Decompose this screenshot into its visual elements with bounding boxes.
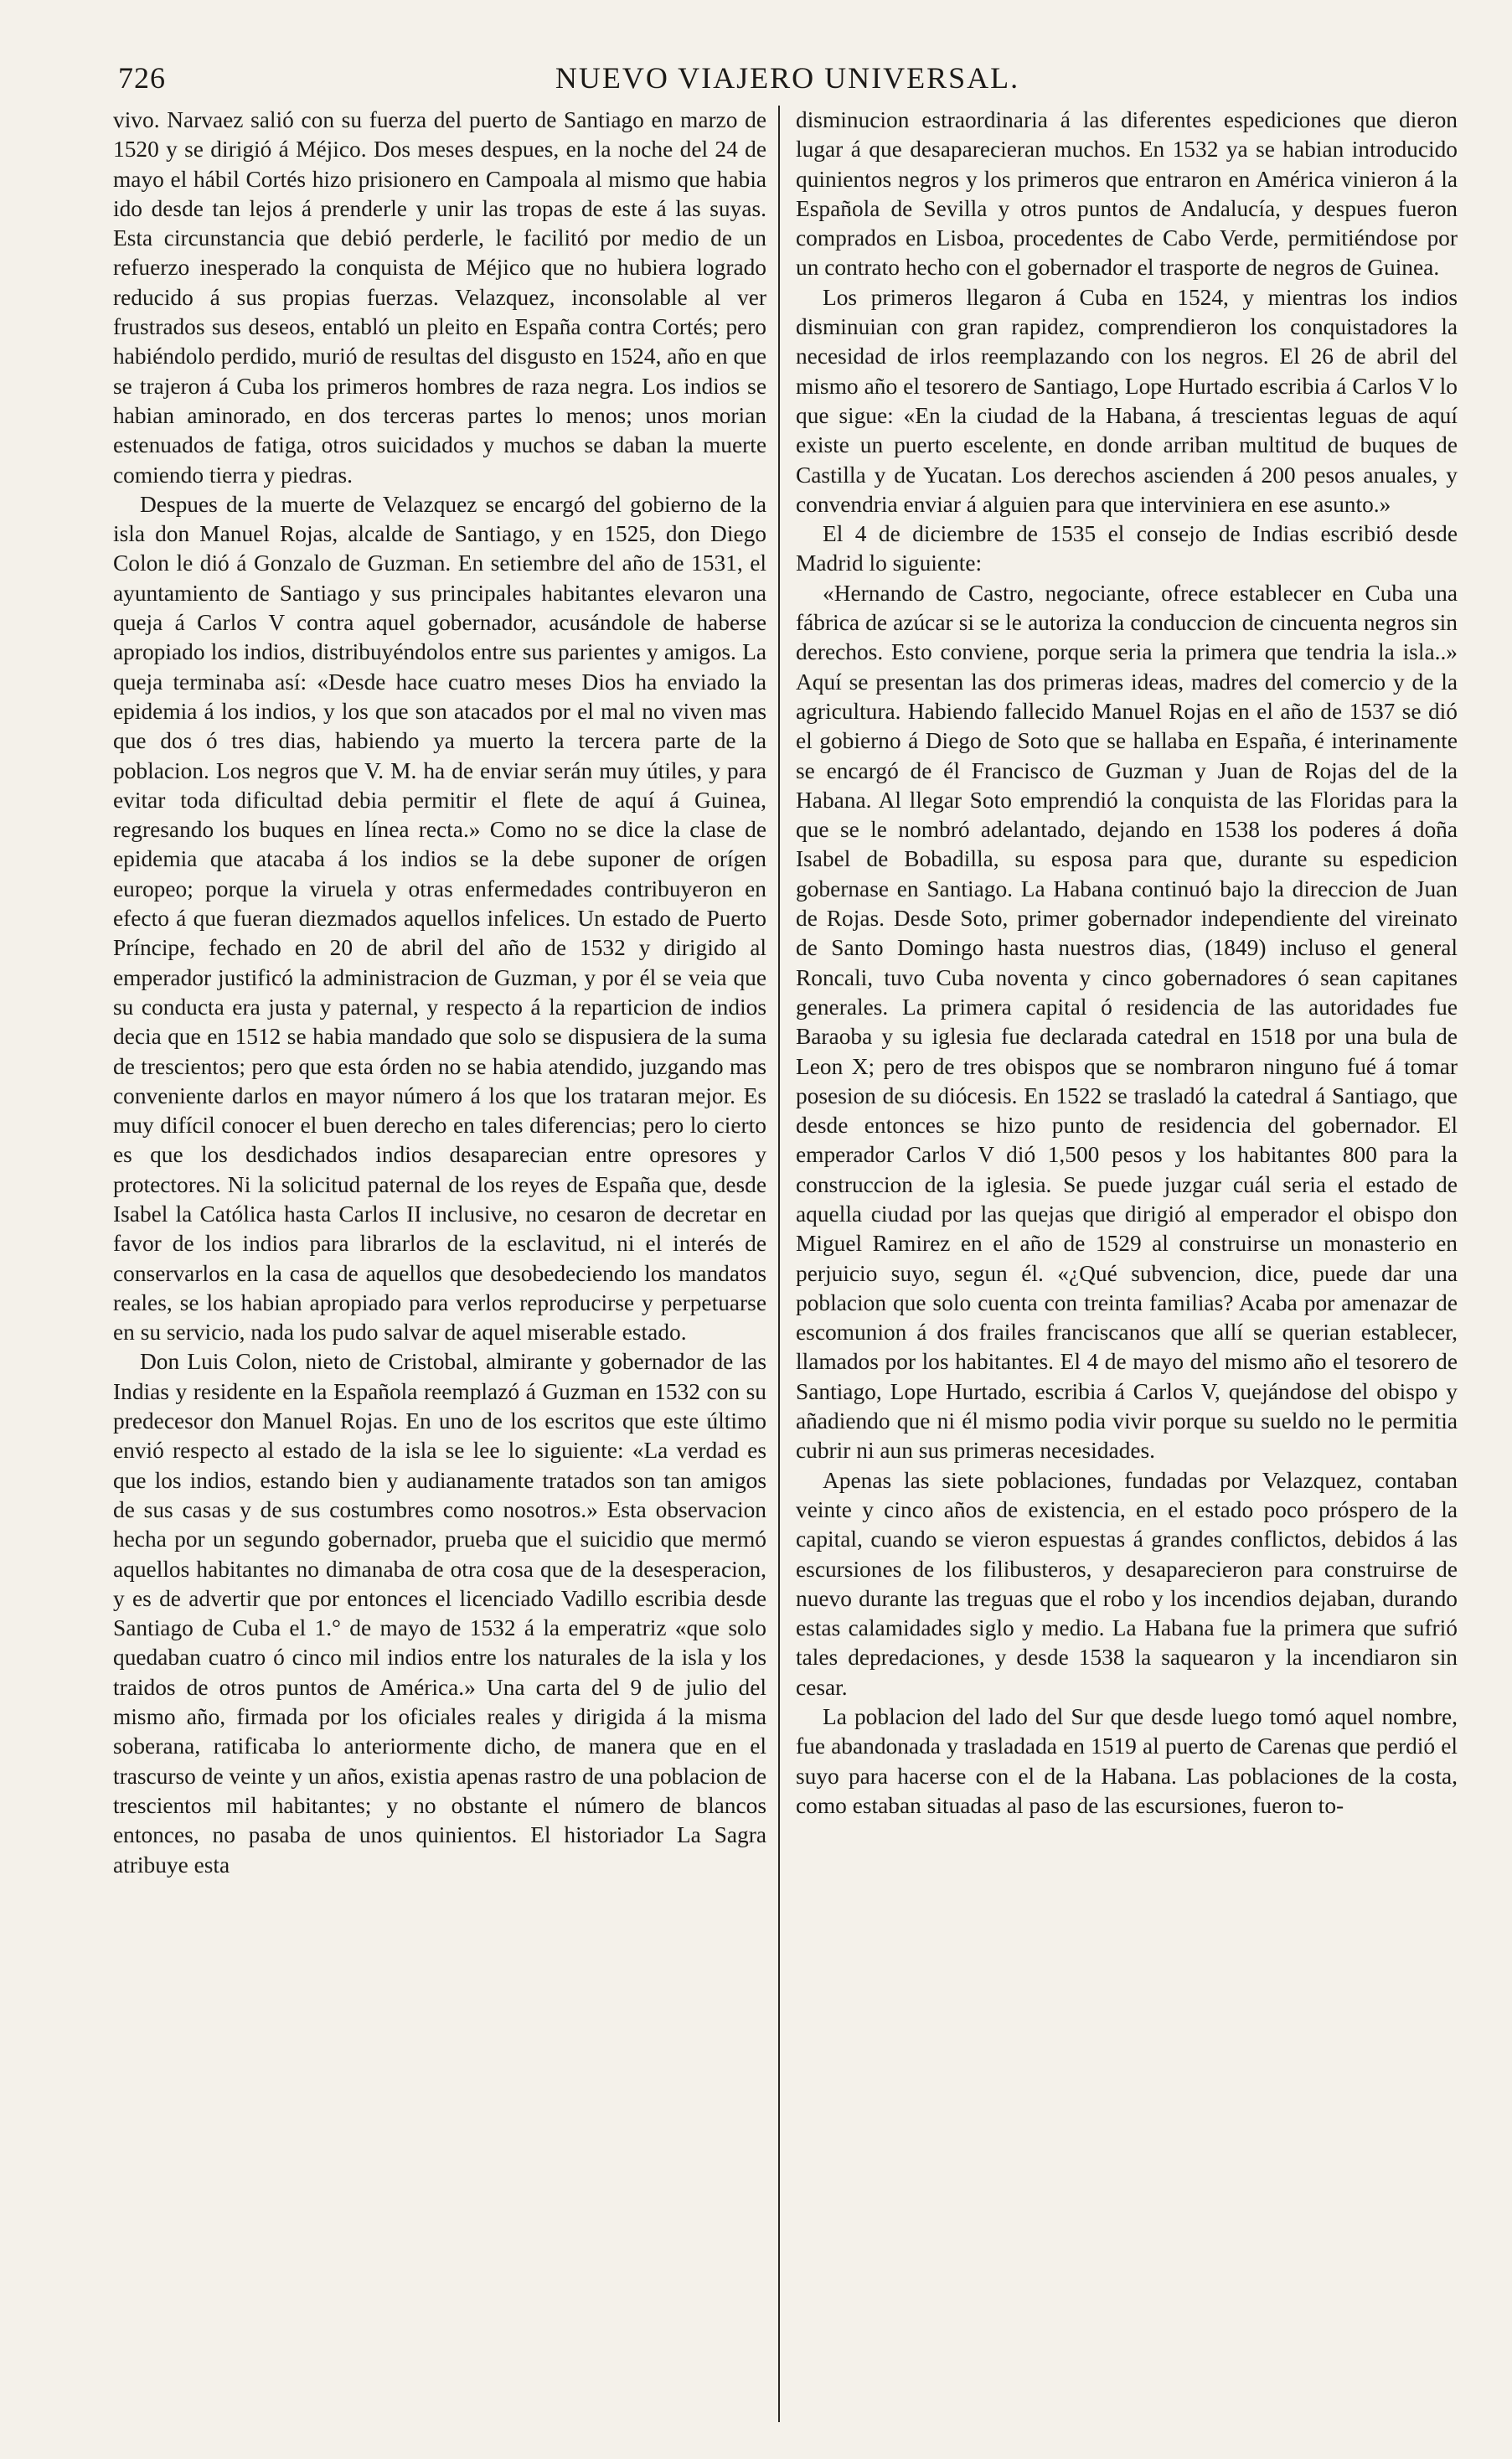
running-title: NUEVO VIAJERO UNIVERSAL. — [555, 61, 1020, 95]
paragraph: La poblacion del lado del Sur que desde luego tomó aquel nombre, fue abandonada y trasladada en 1519 al puerto de Carenas que perdió el suyo para hacerse con el de la Habana. Las poblaciones de la costa, como estaban situadas al paso de las escursiones, fueron to- — [796, 1704, 1458, 1818]
paragraph: Despues de la muerte de Velazquez se encargó del gobierno de la isla don Manuel Rojas, alcalde de Santiago, y en 1525, don Diego Colon le dió á Gonzalo de Guzman. En setiembre del año de 1531, el ayuntamiento de Santiago y sus principales habitantes elevaron una queja á Carlos V contra aquel gobernador, acusándole de haberse apropiado los indios, distribuyéndolos entre sus parientes y amigos. La queja terminaba así: «Desde hace cuatro meses Dios ha enviado la epidemia á los indios, y los que son atacados por el mal no viven mas que dos ó tres dias, habiendo ya muerto la tercera parte de la poblacion. Los negros que V. M. ha de enviar serán muy útiles, y para evitar toda dificultad debia permitir el flete de aquí á Guinea, regresando los buques en línea recta.» Como no se dice la clase de epidemia que atacaba á los indios se la debe suponer de orígen europeo; porque la viruela y otras enfermedades contribuyeron en efecto á que fueran diezmados aquellos infelices. Un estado de Puerto Príncipe, fechado en 20 de abril del año de 1532 y dirigido al emperador justificó la administracion de Guzman, y por él se veia que su conducta era justa y paternal, y respecto á la reparticion de indios decia que en 1512 se habia mandado que solo se dispusiera de la suma de trescientos; pero que esta órden no se habia atendido, juzgando mas conveniente darlos en mayor número á los que los trataran mejor. Es muy difícil conocer el buen derecho en tales diferencias; pero lo cierto es que los desdichados indios desaparecian entre opresores y protectores. Ni la solicitud paternal de los reyes de España que, desde Isabel la Católica hasta Carlos II inclusive, no cesaron de decretar en favor de los indios para librarlos de la esclavitud, ni el interés de conservarlos en la casa de aquellos que desobedeciendo los mandatos reales, se los habian apropiado para verlos reproducirse y perpetuarse en su servicio, nada los pudo salvar de aquel miserable estado. — [113, 491, 766, 1346]
page-header — [113, 57, 1462, 101]
right-column — [796, 106, 1458, 2435]
page-number: 726 — [118, 61, 166, 95]
paragraph: disminucion estraordinaria á las diferentes espediciones que dieron lugar á que desaparecieran muchos. En 1532 ya se habian introducido quinientos negros y los primeros que entraron en América vinieron á la Española de Sevilla y otros puntos de Andalucía, y despues fueron comprados en Lisboa, procedentes de Cabo Verde, permitiéndose por un contrato hecho con el gobernador el trasporte de negros de Guinea. — [796, 107, 1458, 281]
paragraph: Don Luis Colon, nieto de Cristobal, almirante y gobernador de las Indias y residente en la Española reemplazó á Guzman en 1532 con su predecesor don Manuel Rojas. En uno de los escritos que este último envió respecto al estado de la isla se lee lo siguiente: «La verdad es que los indios, estando bien y audianamente tratados son tan amigos de sus casas y de sus costumbres como nosotros.» Esta observacion hecha por un segundo gobernador, prueba que el suicidio que mermó aquellos habitantes no dimanaba de otra cosa que de la desesperacion, y es de advertir que por entonces el licenciado Vadillo escribia desde Santiago de Cuba el 1.° de mayo de 1532 á la emperatriz «que solo quedaban cuatro ó cinco mil indios entre los naturales de la isla y los traidos de otros puntos de América.» Una carta del 9 de julio del mismo año, firmada por los oficiales reales y dirigida á la misma soberana, ratificaba lo anteriormente dicho, de manera que en el trascurso de veinte y un años, existia apenas rastro de una poblacion de trescientos mil habitantes; y no obstante el número de blancos entonces, no pasaba de unos quinientos. El historiador La Sagra atribuye esta — [113, 1349, 766, 1878]
column-divider — [778, 106, 780, 2422]
paragraph: vivo. Narvaez salió con su fuerza del puerto de Santiago en marzo de 1520 y se dirigió á Méjico. Dos meses despues, en la noche del 24 de mayo el hábil Cortés hizo prisionero en Campoala al mismo que habia ido desde tan lejos á prenderle y unir las tropas de este á las suyas. Esta circunstancia que debió perderle, le facilitó por medio de un refuerzo inesperado la conquista de Méjico que no hubiera logrado reducido á sus propias fuerzas. Velazquez, inconsolable al ver frustrados sus deseos, entabló un pleito en España contra Cortés; pero habiéndolo perdido, murió de resultas del disgusto en 1524, año en que se trajeron á Cuba los primeros hombres de raza negra. Los indios se habian aminorado, en dos terceras partes lo menos; unos morian estenuados de fatiga, otros suicidados y muchos se daban la muerte comiendo tierra y piedras. — [113, 107, 766, 488]
left-column — [113, 106, 766, 2435]
paragraph: «Hernando de Castro, negociante, ofrece establecer en Cuba una fábrica de azúcar si se le autoriza la conduccion de cincuenta negros sin derechos. Esto conviene, porque seria la primera que tendria la isla..» Aquí se presentan las dos primeras ideas, madres del comercio y de la agricultura. Habiendo fallecido Manuel Rojas en el año de 1537 se dió el gobierno á Diego de Soto que se hallaba en España, é interinamente se encargó de él Francisco de Guzman y Juan de Rojas del de la Habana. Al llegar Soto emprendió la conquista de las Floridas para la que se le nombró adelantado, dejando en 1538 los poderes á doña Isabel de Bobadilla, su esposa para que, durante su espedicion gobernase en Santiago. La Habana continuó bajo la direccion de Juan de Rojas. Desde Soto, primer gobernador independiente del vireinato de Santo Domingo hasta nuestros dias, (1849) incluso el general Roncali, tuvo Cuba noventa y cinco gobernadores ó sean capitanes generales. La primera capital ó residencia de las autoridades fue Baraoba y su iglesia fue declarada catedral en 1518 por una bula de Leon X; pero de tres obispos que se nombraron ninguno fué á tomar posesion de su diócesis. En 1522 se trasladó la catedral á Santiago, que desde entonces se hizo punto de residencia del gobernador. El emperador Carlos V dió 1,500 pesos y los habitantes 800 para la construccion de la iglesia. Se puede juzgar cuál seria el estado de aquella ciudad por las quejas que dirigió al emperador el obispo don Miguel Ramirez en el año de 1529 al construirse un monasterio en perjuicio suyo, segun él. «¿Qué subvencion, dice, puede dar una poblacion que solo cuenta con treinta familias? Acaba por amenazar de escomunion á dos frailes franciscanos que allí se querian establecer, llamados por los habitantes. El 4 de mayo del mismo año el tesorero de Santiago, Lope Hurtado, escribia á Carlos V, quejándose del obispo y añadiendo que ni él mismo podia vivir porque su sueldo no le permitia cubrir ni aun sus primeras necesidades. — [796, 580, 1458, 1464]
paragraph: Apenas las siete poblaciones, fundadas por Velazquez, contaban veinte y cinco años de existencia, en el estado poco próspero de la capital, cuando se vieron espuestas á grandes conflictos, debidos á las escursiones de los filibusteros, y desaparecieron para construirse de nuevo durante las treguas que el robo y los incendios dejaban, durando estas calamidades siglo y medio. La Habana fue la primera que sufrió tales depredaciones, y desde 1538 la saquearon y la incendiaron sin cesar. — [796, 1467, 1458, 1700]
paragraph: El 4 de diciembre de 1535 el consejo de Indias escribió desde Madrid lo siguiente: — [796, 521, 1458, 576]
paragraph: Los primeros llegaron á Cuba en 1524, y mientras los indios disminuian con gran rapidez, comprendieron los conquistadores la necesidad de irlos reemplazando con los negros. El 26 de abril del mismo año el tesorero de Santiago, Lope Hurtado escribia á Carlos V lo que sigue: «En la ciudad de la Habana, á trescientas leguas de aquí existe un puerto escelente, en donde arriban multitud de buques de Castilla y de Yucatan. Los derechos ascienden á 200 pesos anuales, y convendria enviar á alguien para que interviniera en ese asunto.» — [796, 284, 1458, 517]
